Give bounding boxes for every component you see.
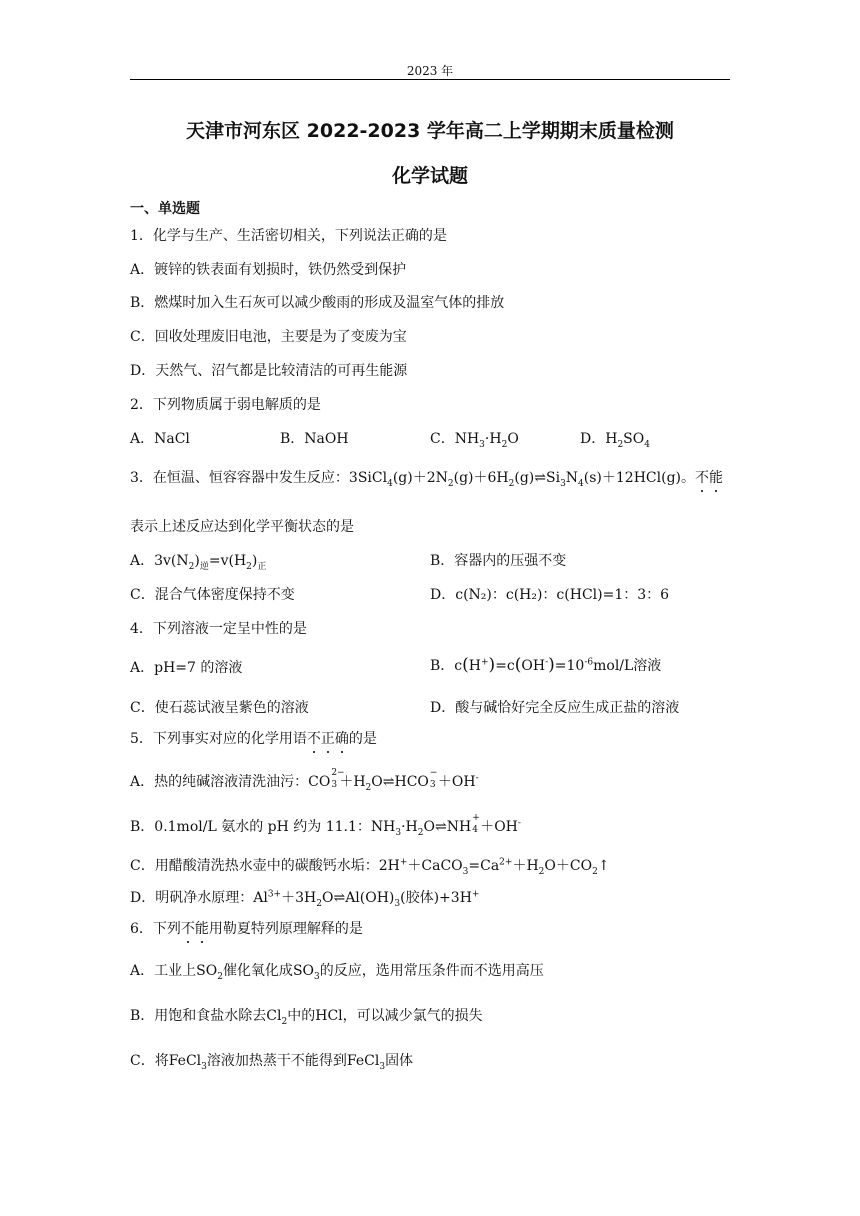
q2-option-b: B．NaOH [280, 431, 349, 447]
q3-option-c: C．混合气体密度保持不变 [130, 587, 295, 603]
q5-option-a: A．热的纯碱溶液清洗油污：CO 2− 3 $+H_2O\rightleftharpoons HCO$ − 3 ＋OH- [130, 768, 479, 793]
q1-option-b: B．燃煤时加入生石灰可以减少酸雨的形成及温室气体的排放 [130, 295, 505, 311]
q6-option-b: B．用饱和食盐水除去$Cl_2$中的HCl，可以减少氯气的损失 [130, 1008, 483, 1027]
q6-stem: 6．下列不能用勒夏特列原理解释的是 [130, 918, 363, 938]
q5-option-b: B．0.1mol/L 氨水的 pH 约为 11.1：$NH_3\cdot H_2O\rightleftharpoons NH$ + 4 ＋OH- [130, 813, 521, 838]
q4-option-a: A．pH=7 的溶液 [130, 660, 243, 676]
q2-option-c: C．$NH_3\cdot H_2O$ [430, 431, 519, 450]
q3-stem-continued: 表示上述反应达到化学平衡状态的是 [130, 519, 354, 535]
q2-option-d: D．$H_2SO_4$ [580, 431, 650, 450]
q6-option-c: C．将FeCl$_3$溶液加热蒸干不能得到FeCl$_3$固体 [130, 1053, 414, 1072]
q5-option-c: C．用醋酸清洗热水壶中的碳酸钙水垢：$2H^++CaCO_3=Ca^{2+}+H_2O+CO_2↑$ [130, 857, 610, 877]
q1-option-a: A．镀锌的铁表面有划损时，铁仍然受到保护 [130, 262, 407, 278]
q4-option-c: C．使石蕊试液呈紫色的溶液 [130, 700, 309, 716]
q3-option-b: B．容器内的压强不变 [430, 553, 567, 569]
q5-option-d: D．明矾净水原理：$Al^{3+}+3H_2O\rightleftharpoons Al(OH)_3$(胶体)+3H+ [130, 889, 480, 909]
q4-option-b: B．$c(H^+)=c(OH^-)=10^{-6}mol/L$溶液 [430, 655, 662, 675]
q6-option-a: A．工业上$SO_2$催化氧化成$SO_3$的反应，选用常压条件而不选用高压 [130, 963, 544, 982]
q1-stem: 1．化学与生产、生活密切相关，下列说法正确的是 [130, 228, 447, 244]
page-header-year: 2023 年 [406, 64, 454, 78]
q3-stem: 3．在恒温、恒容容器中发生反应：$3SiCl_4(g)+2N_2(g)+6H_2(g)\rightleftharpoons Si_3N_4(s)+12HCl(g)$。不能 [130, 467, 723, 487]
q3-option-a: A．$3v(N_2)_逆=v(H_2)_正$ [130, 553, 267, 572]
q4-stem: 4．下列溶液一定呈中性的是 [130, 621, 307, 637]
section-heading: 一、单选题 [130, 201, 200, 217]
q4-option-d: D．酸与碱恰好完全反应生成正盐的溶液 [430, 700, 680, 716]
document-title: 天津市河东区 2022-2023 学年高二上学期期末质量检测 [186, 120, 674, 142]
q1-option-d: D．天然气、沼气都是比较清洁的可再生能源 [130, 363, 408, 379]
document-subtitle: 化学试题 [391, 165, 468, 187]
header-rule [130, 79, 730, 80]
q1-option-c: C．回收处理废旧电池，主要是为了变废为宝 [130, 329, 407, 345]
q2-stem: 2．下列物质属于弱电解质的是 [130, 397, 321, 413]
q2-option-a: A．NaCl [130, 431, 190, 447]
q5-stem: 5．下列事实对应的化学用语不正确的是 [130, 728, 377, 748]
q3-option-d: D．c(N₂)：c(H₂)：c(HCl)=1：3：6 [430, 587, 670, 603]
